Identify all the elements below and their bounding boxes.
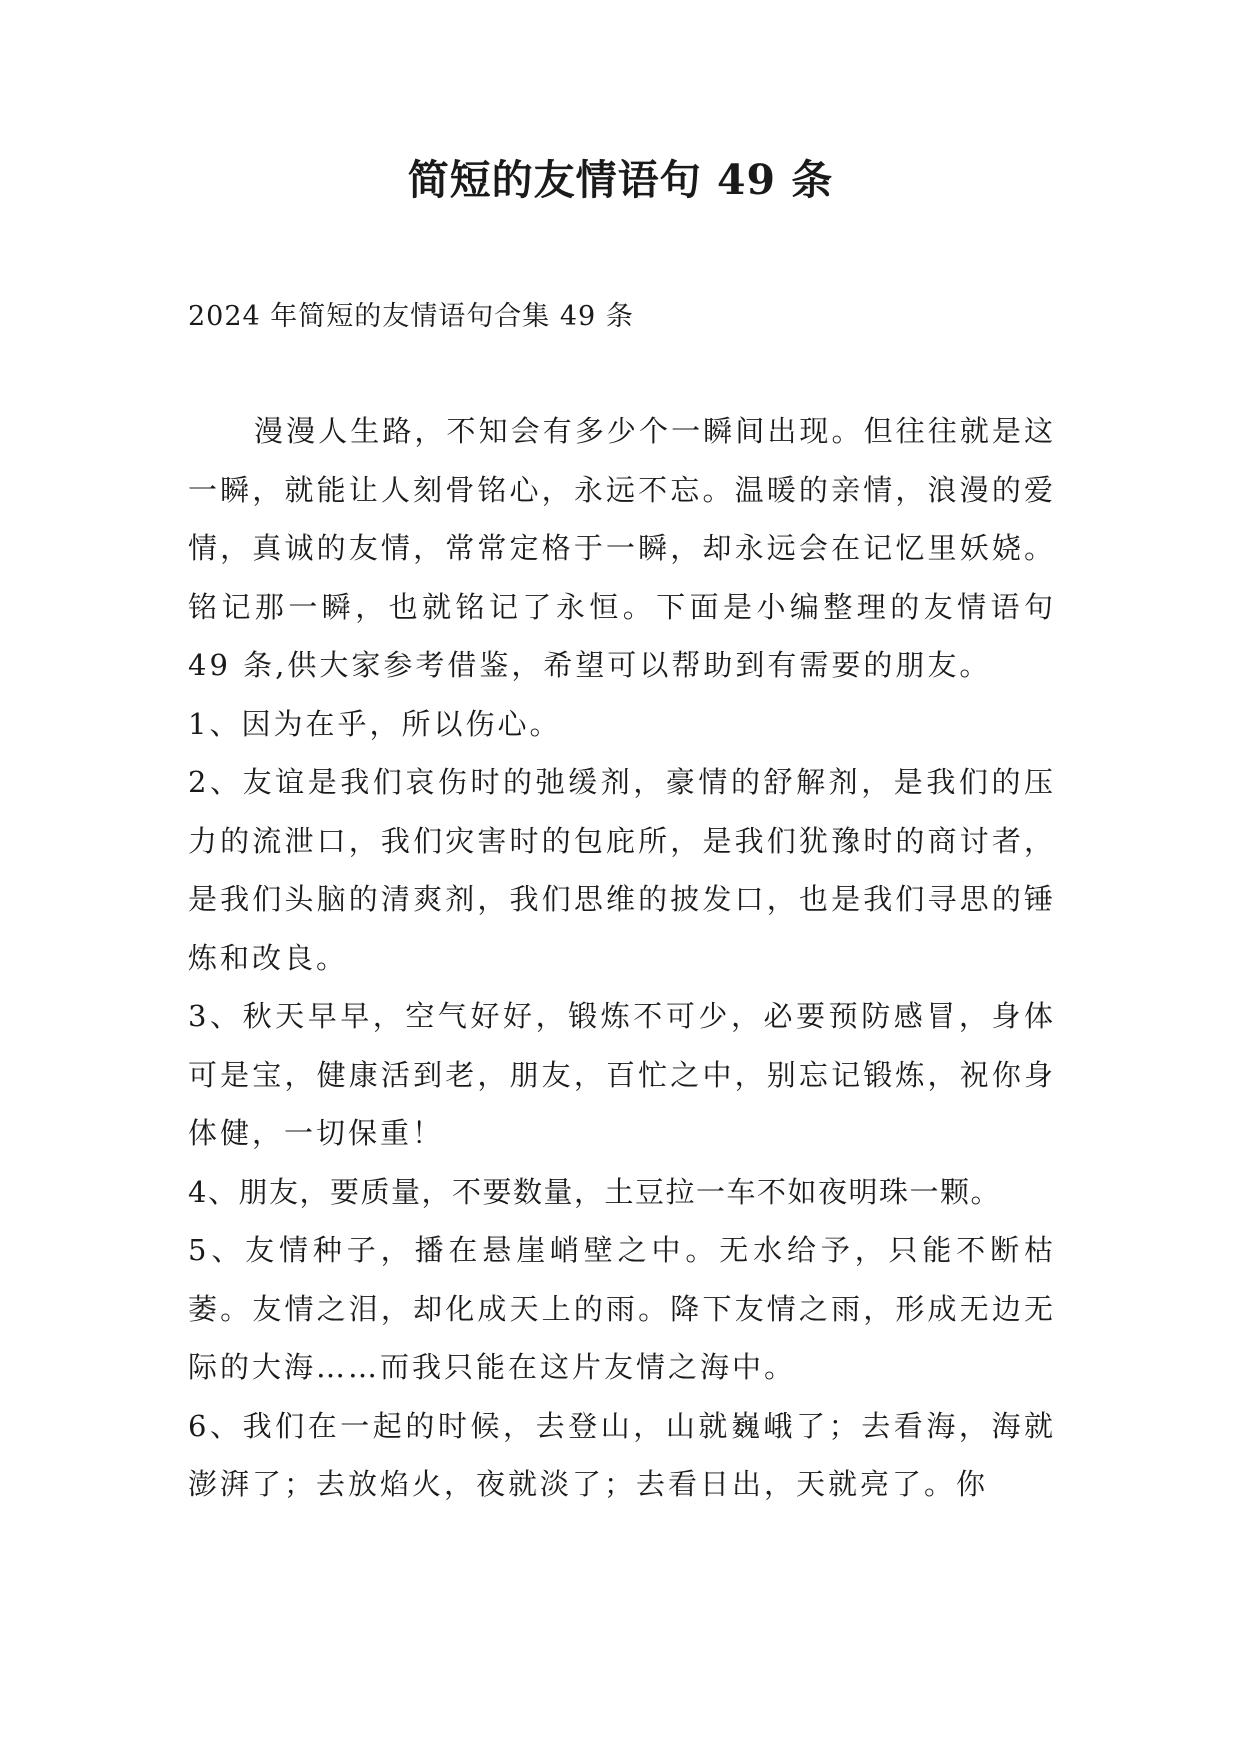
list-item: 2、友谊是我们哀伤时的弛缓剂，豪情的舒解剂，是我们的压力的流泄口，我们灾害时的包庇所，是我们犹豫时的商讨者，是我们头脑的清爽剂，我们思维的披发口，也是我们寻思的锤炼和改良。 xyxy=(188,765,1056,975)
document-title: 简短的友情语句 49 条 xyxy=(407,156,834,204)
list-item: 6、我们在一起的时候，去登山，山就巍峨了；去看海，海就澎湃了；去放焰火，夜就淡了；去看日出，天就亮了。你 xyxy=(188,1408,1056,1501)
document-subtitle: 2024 年简短的友情语句合集 49 条 xyxy=(188,301,634,332)
list-item: 4、朋友，要质量，不要数量，土豆拉一车不如夜明珠一颗。 xyxy=(188,1174,1001,1209)
intro-paragraph: 漫漫人生路，不知会有多少个一瞬间出现。但往往就是这一瞬，就能让人刻骨铭心，永远不忘。温暖的亲情，浪漫的爱情，真诚的友情，常常定格于一瞬，却永远会在记忆里妖娆。铭记那一瞬，也就铭记了永恒。下面是小编整理的友情语句 49 条,供大家参考借鉴，希望可以帮助到有需要的朋友。 xyxy=(188,414,1056,682)
document-body xyxy=(188,402,1056,1514)
list-item: 1、因为在乎，所以伤心。 xyxy=(188,706,562,741)
list-item: 5、友情种子，播在悬崖峭壁之中。无水给予，只能不断枯萎。友情之泪，却化成天上的雨。降下友情之雨，形成无边无际的大海……而我只能在这片友情之海中。 xyxy=(188,1233,1056,1384)
list-item: 3、秋天早早，空气好好，锻炼不可少，必要预防感冒，身体可是宝，健康活到老，朋友，百忙之中，别忘记锻炼，祝你身体健，一切保重！ xyxy=(188,999,1056,1150)
